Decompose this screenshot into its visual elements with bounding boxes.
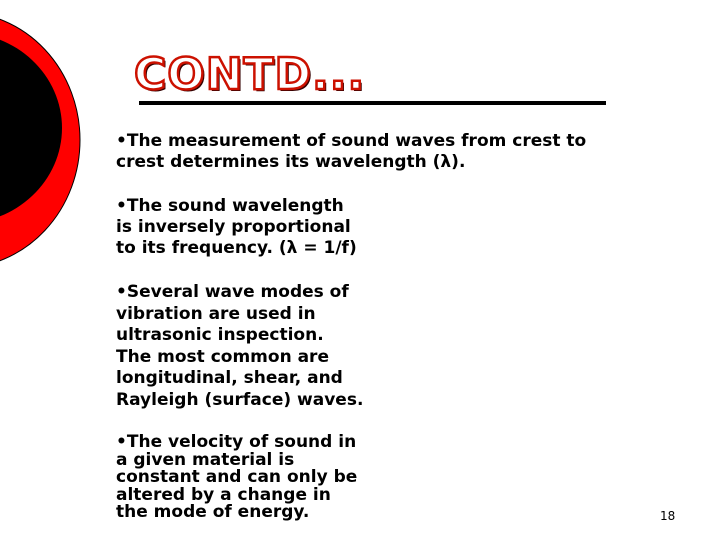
page-number: 18 <box>660 509 676 523</box>
bullet-line: •The velocity of sound in <box>116 432 357 452</box>
bullet-wavelength-measurement <box>116 131 586 173</box>
bullet-sound-velocity <box>116 434 357 522</box>
bullet-line: •The sound wavelength <box>116 196 344 216</box>
bullet-line: Rayleigh (surface) waves. <box>116 389 364 410</box>
bullet-line: constant and can only be <box>116 467 358 487</box>
bullet-line: crest determines its wavelength (λ). <box>116 152 466 172</box>
bullet-line: altered by a change in <box>116 484 331 505</box>
slide-title: CONTD... <box>134 49 366 100</box>
bullet-line: The most common are <box>116 346 329 367</box>
bullet-line: •The measurement of sound waves from crest to <box>116 131 587 151</box>
bullet-line: ultrasonic inspection. <box>116 325 324 345</box>
bullet-wave-modes <box>116 282 363 411</box>
bullet-line: the mode of energy. <box>116 502 310 522</box>
bullet-line: •Several wave modes of <box>116 282 349 302</box>
bullet-line: vibration are used in <box>116 303 316 324</box>
bullet-inverse-proportion <box>116 196 357 259</box>
bullet-line: longitudinal, shear, and <box>116 368 343 388</box>
bullet-line: to its frequency. (λ = 1/f) <box>116 238 357 258</box>
title-underline <box>139 101 606 105</box>
bullet-line: a given material is <box>116 449 295 470</box>
bullet-line: is inversely proportional <box>116 217 351 237</box>
decorative-circles <box>0 0 110 280</box>
